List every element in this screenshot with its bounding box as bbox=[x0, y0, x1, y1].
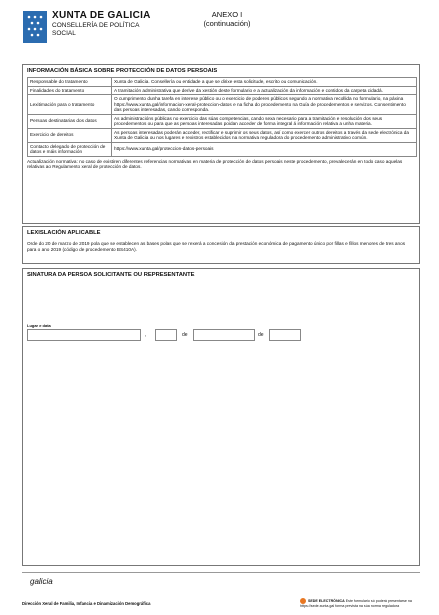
row-value: Xunta de Galicia. Consellería ou entidade a que se dirixe esta solicitude, escrito ou comunicación. bbox=[112, 78, 417, 87]
logo-subtitle-1: CONSELLERÍA DE POLÍTICA bbox=[52, 22, 140, 29]
annex-title: ANEXO I bbox=[211, 10, 243, 19]
row-value: As administracións públicas no exercicio das súas competencias, cando sexa necesario para a tramitación e resolución dos seus procedementos ou para que as persoas interesadas poidan acceder de forma integral á información relativa a unha materia. bbox=[112, 114, 417, 128]
department-name: Dirección Xeral de Familia, Infancia e Dinamización Demográfica bbox=[22, 601, 151, 606]
sede-brand: SEDE ELECTRÓNICA bbox=[308, 598, 345, 603]
table-row bbox=[28, 142, 417, 156]
sede-line-3: forma prevista na súa norma reguladora bbox=[335, 604, 400, 608]
month-input[interactable] bbox=[193, 329, 255, 341]
signature-section bbox=[22, 268, 420, 566]
year-input[interactable] bbox=[269, 329, 301, 341]
logo-subtitle-2: SOCIAL bbox=[52, 30, 76, 37]
legislation-section bbox=[22, 226, 420, 264]
table-row bbox=[28, 86, 417, 95]
logo-title: XUNTA DE GALICIA bbox=[52, 10, 151, 21]
annex-heading bbox=[187, 10, 267, 28]
row-key: Contacto delegado de protección de datos e máis información bbox=[28, 142, 112, 156]
annex-subtitle: (continuación) bbox=[203, 19, 251, 28]
row-key: Exercicio de dereitos bbox=[28, 128, 112, 142]
table-row bbox=[28, 78, 417, 87]
sede-notice bbox=[300, 598, 412, 609]
sede-line-2[interactable]: https://sede.xunta.gal bbox=[300, 604, 335, 608]
day-input[interactable] bbox=[155, 329, 177, 341]
galicia-brand: galicia bbox=[30, 577, 53, 586]
row-key: Finalidades do tratamento bbox=[28, 86, 112, 95]
data-protection-title: INFORMACIÓN BÁSICA SOBRE PROTECCIÓN DE DATOS PERSOAIS bbox=[27, 68, 218, 74]
place-input[interactable] bbox=[27, 329, 141, 341]
data-protection-table bbox=[27, 77, 417, 157]
xunta-shield-icon bbox=[22, 10, 48, 44]
legislation-title: LEXISLACIÓN APLICABLE bbox=[27, 230, 101, 236]
xunta-logo bbox=[22, 10, 151, 44]
place-date-label: Lugar e data bbox=[27, 323, 51, 328]
row-key: Lexitimación para o tratamento bbox=[28, 95, 112, 115]
page-header bbox=[22, 10, 422, 54]
sede-line-1: Este formulario só poderá presentarse na bbox=[345, 598, 412, 603]
table-row bbox=[28, 95, 417, 115]
row-key: Persoas destinatarias dos datos bbox=[28, 114, 112, 128]
comma-separator: , bbox=[145, 332, 147, 338]
table-row bbox=[28, 114, 417, 128]
legislation-text: Orde do 20 de marzo de 2019 pola que se establecen as bases polas que se rexerá a concesión da prestación económica de pagamento único por fillas e fillos menores de tres anos para o ano 2019 (código de procedemento BS410A). bbox=[27, 241, 406, 252]
signature-title: SINATURA DA PERSOA SOLICITANTE OU REPRESENTANTE bbox=[27, 272, 195, 278]
de-separator-2: de bbox=[258, 332, 264, 338]
row-value: As persoas interesadas poderán acceder, rectificar e suprimir os seus datos, así como exercer outros dereitos a través da sede electrónica da Xunta de Galicia ou nos lugares e rexistros establecidos na normativa reguladora do procedemento administrativo común. bbox=[112, 128, 417, 142]
data-protection-section bbox=[22, 64, 420, 224]
row-value: O cumprimento dunha tarefa en interese público ou o exercicio de poderes públicos segundo a normativa recollida no formulario, na páxina https://www.xunta.gal/informacion-xeral-proteccion-datos e na ficha do procedemento na Guía de procedementos e servizos. Consentimento das persoas interesadas, cando corresponda. bbox=[112, 95, 417, 115]
de-separator-1: de bbox=[182, 332, 188, 338]
table-row bbox=[28, 128, 417, 142]
row-value: A tramitación administrativa que derive da xestión deste formulario e a actualización da información e contidos da carpeta cidadá. bbox=[112, 86, 417, 95]
row-value-link[interactable]: https://www.xunta.gal/proteccion-datos-persoais bbox=[112, 142, 417, 156]
regulatory-update-note: Actualización normativa: no caso de existiren diferentes referencias normativas en materia de protección de datos persoais neste procedemento, prevalecerán en todo caso aquelas relativas ao Regulamento xeral de protección de datos. bbox=[27, 158, 403, 169]
page-footer bbox=[22, 572, 420, 610]
row-key: Responsable do tratamento bbox=[28, 78, 112, 87]
